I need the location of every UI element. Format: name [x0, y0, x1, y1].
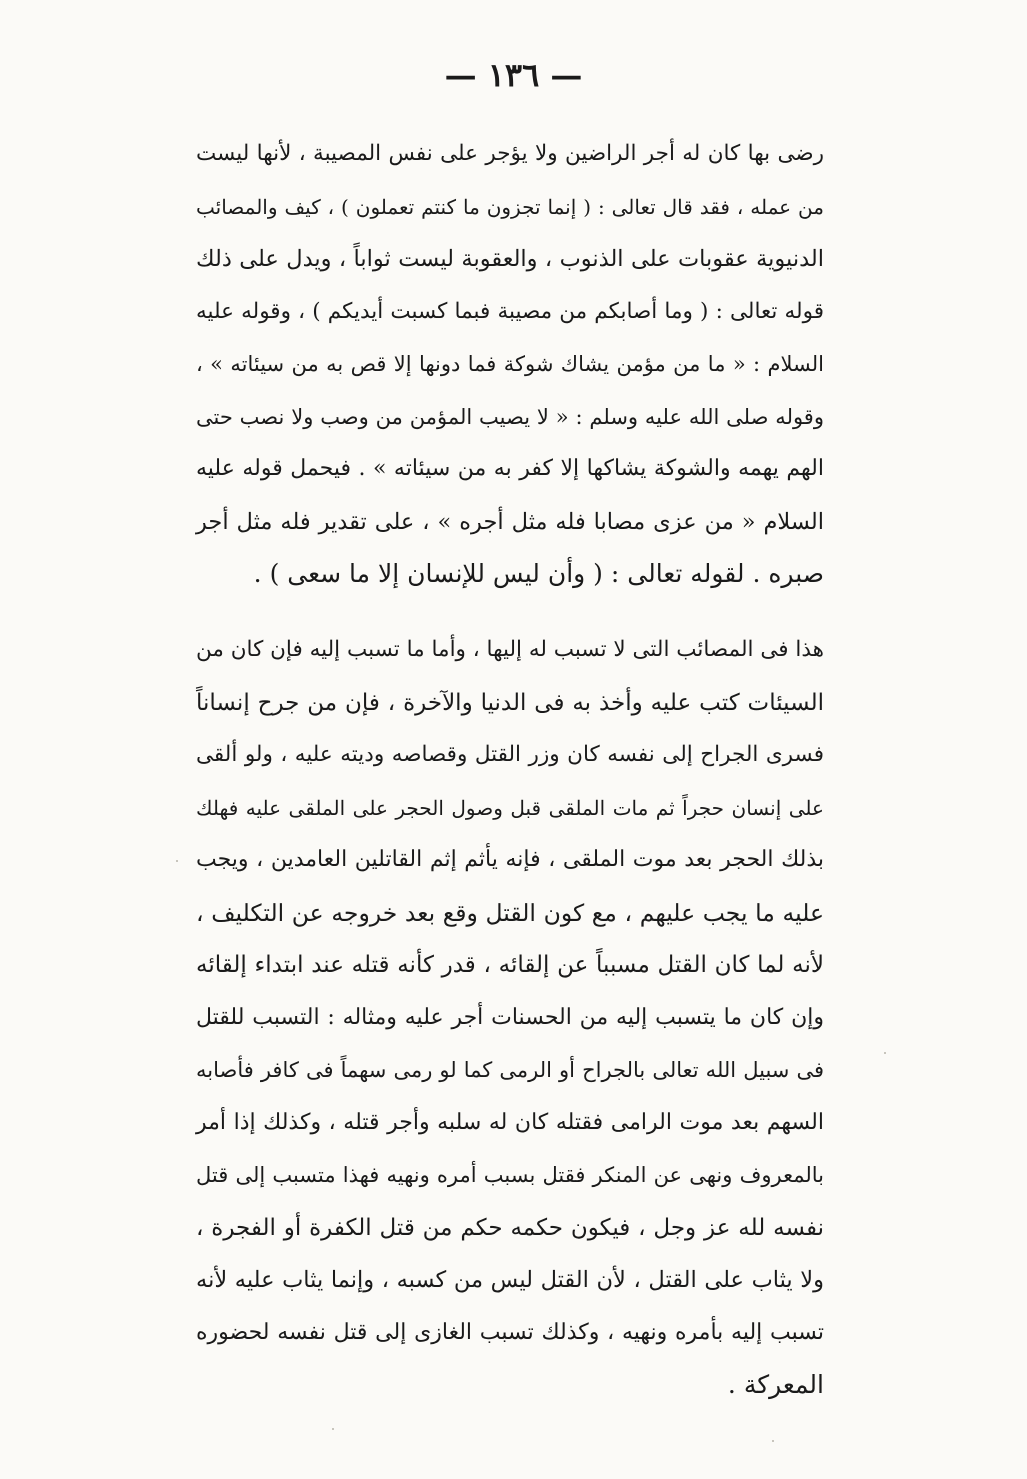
page-number: — ١٣٦ —: [444, 56, 583, 94]
text-line: وإن كان ما يتسبب إليه من الحسنات أجر عليه ومثاله : التسبب للقتل: [196, 1004, 824, 1030]
text-line: لأنه لما كان القتل مسبباً عن إلقائه ، قدر كأنه قتله عند ابتداء إلقائه: [196, 952, 824, 978]
text-line: السلام « من عزى مصابا فله مثل أجره » ، على تقدير فله مثل أجر: [196, 508, 824, 535]
text-line: الهم يهمه والشوكة يشاكها إلا كفر به من سيئاته » . فيحمل قوله عليه: [196, 456, 824, 481]
text-line: عليه ما يجب عليهم ، مع كون القتل وقع بعد خروجه عن التكليف ،: [196, 898, 824, 927]
text-line: قوله تعالى : ( وما أصابكم من مصيبة فبما كسبت أيديكم ) ، وقوله عليه: [196, 298, 824, 324]
paragraph-2: [196, 624, 824, 1412]
scan-speck: [772, 1440, 774, 1442]
text-line: بالمعروف ونهى عن المنكر فقتل بسبب أمره ونهيه فهذا متسبب إلى قتل: [196, 1163, 824, 1187]
text-line: بذلك الحجر بعد موت الملقى ، فإنه يأثم إثم القاتلين العامدين ، ويجب: [196, 847, 824, 872]
text-line: المعركة .: [727, 1370, 824, 1399]
text-line: هذا فى المصائب التى لا تسبب له إليها ، وأما ما تسبب إليه فإن كان من: [196, 637, 824, 662]
text-line: السيئات كتب عليه وأخذ به فى الدنيا والآخرة ، فإن من جرح إنساناً: [196, 689, 824, 716]
text-line: السهم بعد موت الرامى فقتله كان له سلبه وأجر قتله ، وكذلك إذا أمر: [196, 1109, 824, 1135]
text-line: السلام : « ما من مؤمن يشاك شوكة فما دونها إلا قص به من سيئاته » ،: [196, 352, 824, 376]
text-line: رضى بها كان له أجر الراضين ولا يؤجر على نفس المصيبة ، لأنها ليست: [196, 141, 824, 166]
text-line: وقوله صلى الله عليه وسلم : « لا يصيب المؤمن من وصب ولا نصب حتى: [196, 404, 824, 429]
text-line: من عمله ، فقد قال تعالى : ( إنما تجزون ما كنتم تعملون ) ، كيف والمصائب: [196, 194, 824, 219]
scan-speck: [884, 1052, 886, 1054]
paragraph-1: [196, 128, 824, 601]
text-line: الدنيوية عقوبات على الذنوب ، والعقوبة ليست ثواباً ، ويدل على ذلك: [196, 246, 824, 272]
text-line: تسبب إليه بأمره ونهيه ، وكذلك تسبب الغازى إلى قتل نفسه لحضوره: [196, 1319, 824, 1345]
text-line: ولا يثاب على القتل ، لأن القتل ليس من كسبه ، وإنما يثاب عليه لأنه: [196, 1267, 824, 1293]
text-line: صبره . لقوله تعالى : ( وأن ليس للإنسان إلا ما سعى ) .: [253, 559, 824, 588]
scan-speck: [176, 860, 178, 862]
text-line: على إنسان حجراً ثم مات الملقى قبل وصول الحجر على الملقى عليه فهلك: [196, 795, 824, 820]
text-line: فسرى الجراح إلى نفسه كان وزر القتل وقصاصه وديته عليه ، ولو ألقى: [196, 742, 824, 767]
scan-speck: [332, 1428, 334, 1430]
text-line: نفسه لله عز وجل ، فيكون حكمه حكم من قتل الكفرة أو الفجرة ،: [196, 1214, 824, 1241]
text-line: فى سبيل الله تعالى بالجراح أو الرمى كما لو رمى سهماً فى كافر فأصابه: [196, 1058, 824, 1082]
